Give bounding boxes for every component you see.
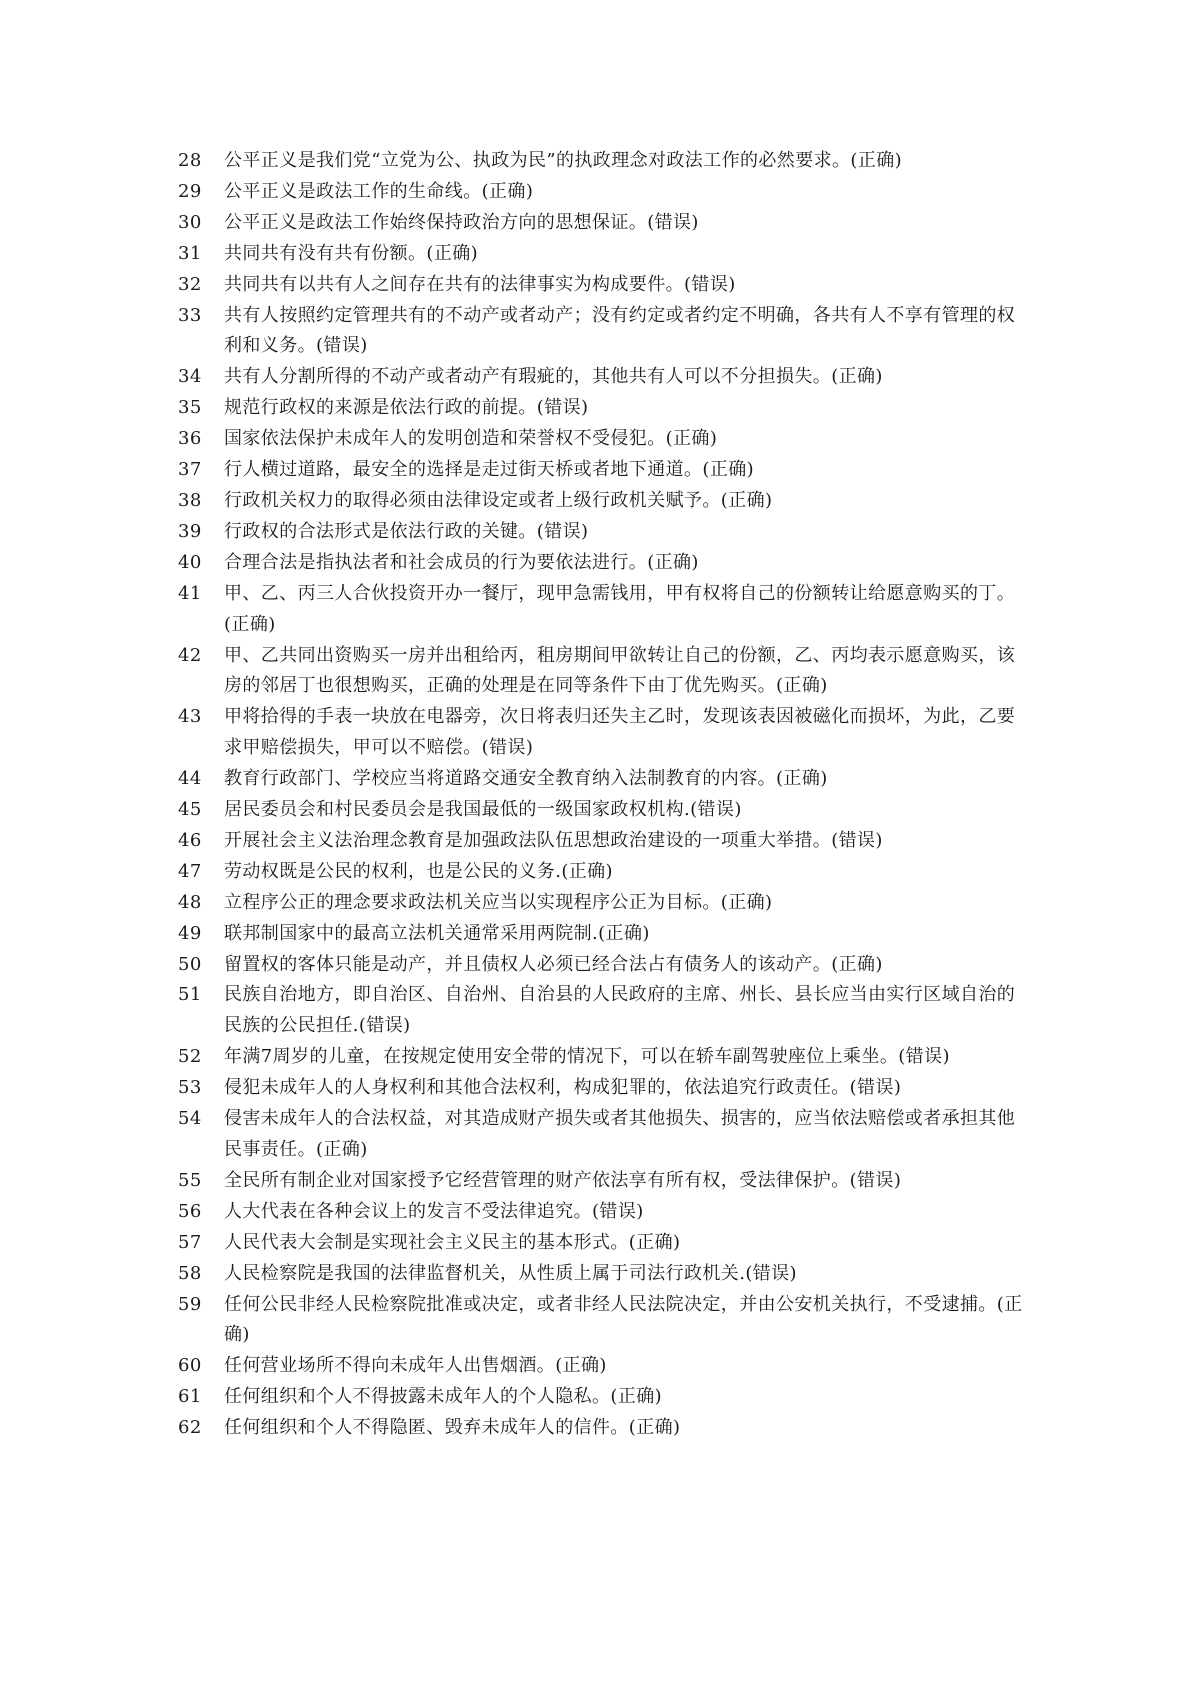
question-number: 56 — [178, 1200, 202, 1222]
question-text: 居民委员会和村民委员会是我国最低的一级国家政权机构.(错误) — [224, 799, 742, 821]
question-text: 甲、乙共同出资购买一房并出租给丙，租房期间甲欲转让自己的份额，乙、丙均表示愿意购买，该房的邻居丁也很想购买，正确的处理是在同等条件下由丁优先购买。(正确) — [224, 644, 1016, 697]
question-item — [178, 641, 1030, 703]
question-number: 30 — [178, 211, 202, 233]
question-number: 58 — [178, 1262, 202, 1284]
question-text: 公平正义是政法工作始终保持政治方向的思想保证。(错误) — [224, 211, 699, 233]
question-item — [178, 548, 1030, 579]
question-item — [178, 888, 1030, 919]
question-text: 合理合法是指执法者和社会成员的行为要依法进行。(正确) — [224, 551, 699, 573]
question-text: 共同共有以共有人之间存在共有的法律事实为构成要件。(错误) — [224, 273, 736, 295]
question-number: 34 — [178, 366, 202, 388]
question-item — [178, 1042, 1030, 1073]
question-item — [178, 826, 1030, 857]
question-number: 52 — [178, 1046, 202, 1068]
question-text: 行政权的合法形式是依法行政的关键。(错误) — [224, 520, 589, 542]
question-number: 44 — [178, 768, 202, 790]
question-text: 公平正义是我们党“立党为公、执政为民”的执政理念对政法工作的必然要求。(正确) — [224, 150, 903, 171]
question-number: 45 — [178, 799, 202, 821]
question-item — [178, 455, 1030, 486]
question-text: 共同共有没有共有份额。(正确) — [224, 242, 479, 264]
question-item — [178, 239, 1030, 270]
question-number: 61 — [178, 1386, 202, 1408]
question-number: 40 — [178, 551, 202, 573]
question-text: 任何营业场所不得向未成年人出售烟酒。(正确) — [224, 1355, 607, 1377]
question-item — [178, 1413, 1030, 1444]
question-text: 行政机关权力的取得必须由法律设定或者上级行政机关赋予。(正确) — [224, 489, 773, 511]
question-item — [178, 919, 1030, 950]
true-false-question-list — [178, 146, 1030, 1444]
question-text: 共有人按照约定管理共有的不动产或者动产；没有约定或者约定不明确，各共有人不享有管理的权利和义务。(错误) — [224, 304, 1016, 357]
question-text: 国家依法保护未成年人的发明创造和荣誉权不受侵犯。(正确) — [224, 428, 718, 450]
question-text: 公平正义是政法工作的生命线。(正确) — [224, 180, 534, 202]
question-item — [178, 702, 1030, 764]
question-item — [178, 146, 1030, 177]
question-item — [178, 1104, 1030, 1166]
question-number: 62 — [178, 1417, 202, 1439]
question-text: 共有人分割所得的不动产或者动产有瑕疵的，其他共有人可以不分担损失。(正确) — [224, 366, 883, 388]
question-number: 29 — [178, 180, 202, 202]
question-number: 32 — [178, 273, 202, 295]
question-item — [178, 1073, 1030, 1104]
question-number: 48 — [178, 891, 202, 913]
question-item — [178, 579, 1030, 641]
question-text: 开展社会主义法治理念教育是加强政法队伍思想政治建设的一项重大举措。(错误) — [224, 829, 883, 851]
question-item — [178, 301, 1030, 363]
question-number: 39 — [178, 520, 202, 542]
question-text: 留置权的客体只能是动产，并且债权人必须已经合法占有债务人的该动产。(正确) — [224, 953, 883, 975]
question-item — [178, 424, 1030, 455]
question-number: 55 — [178, 1169, 202, 1191]
question-number: 31 — [178, 242, 202, 264]
question-number: 60 — [178, 1355, 202, 1377]
question-item — [178, 980, 1030, 1042]
question-item — [178, 1382, 1030, 1413]
question-text: 甲将拾得的手表一块放在电器旁，次日将表归还失主乙时，发现该表因被磁化而损坏，为此，乙要求甲赔偿损失，甲可以不赔偿。(错误) — [224, 706, 1016, 759]
question-number: 43 — [178, 706, 202, 728]
question-text: 甲、乙、丙三人合伙投资开办一餐厅，现甲急需钱用，甲有权将自己的份额转让给愿意购买的丁。(正确) — [224, 582, 1016, 635]
question-item — [178, 177, 1030, 208]
question-text: 侵犯未成年人的人身权利和其他合法权利，构成犯罪的，依法追究行政责任。(错误) — [224, 1077, 902, 1099]
question-item — [178, 1351, 1030, 1382]
question-text: 人民检察院是我国的法律监督机关，从性质上属于司法行政机关.(错误) — [224, 1262, 797, 1284]
question-number: 59 — [178, 1293, 202, 1315]
question-text: 任何公民非经人民检察院批准或决定，或者非经人民法院决定，并由公安机关执行，不受逮捕。(正确) — [224, 1293, 1023, 1346]
question-item — [178, 486, 1030, 517]
question-number: 53 — [178, 1077, 202, 1099]
question-number: 35 — [178, 397, 202, 419]
question-text: 教育行政部门、学校应当将道路交通安全教育纳入法制教育的内容。(正确) — [224, 768, 828, 790]
question-item — [178, 857, 1030, 888]
question-text: 人大代表在各种会议上的发言不受法律追究。(错误) — [224, 1200, 644, 1222]
question-number: 51 — [178, 984, 202, 1006]
question-number: 38 — [178, 489, 202, 511]
question-text: 全民所有制企业对国家授予它经营管理的财产依法享有所有权，受法律保护。(错误) — [224, 1169, 902, 1191]
question-item — [178, 795, 1030, 826]
question-item — [178, 1166, 1030, 1197]
question-number: 54 — [178, 1108, 202, 1130]
question-text: 侵害未成年人的合法权益，对其造成财产损失或者其他损失、损害的，应当依法赔偿或者承担其他民事责任。(正确) — [224, 1108, 1016, 1160]
question-item — [178, 1259, 1030, 1290]
question-text: 规范行政权的来源是依法行政的前提。(错误) — [224, 397, 589, 419]
question-text: 年满7周岁的儿童，在按规定使用安全带的情况下，可以在轿车副驾驶座位上乘坐。(错误) — [224, 1046, 950, 1068]
question-number: 28 — [178, 150, 202, 171]
question-item — [178, 764, 1030, 795]
question-number: 33 — [178, 304, 202, 326]
question-item — [178, 393, 1030, 424]
question-text: 民族自治地方，即自治区、自治州、自治县的人民政府的主席、州长、县长应当由实行区域自治的民族的公民担任.(错误) — [224, 984, 1016, 1037]
question-item — [178, 362, 1030, 393]
question-item — [178, 208, 1030, 239]
question-text: 立程序公正的理念要求政法机关应当以实现程序公正为目标。(正确) — [224, 891, 773, 913]
question-item — [178, 1197, 1030, 1228]
question-item — [178, 1290, 1030, 1352]
question-number: 46 — [178, 829, 202, 851]
question-text: 劳动权既是公民的权利，也是公民的义务.(正确) — [224, 860, 613, 882]
question-number: 37 — [178, 459, 202, 481]
question-number: 47 — [178, 860, 202, 882]
question-item — [178, 270, 1030, 301]
question-item — [178, 1228, 1030, 1259]
question-number: 49 — [178, 922, 202, 944]
question-text: 行人横过道路，最安全的选择是走过街天桥或者地下通道。(正确) — [224, 459, 755, 481]
question-text: 任何组织和个人不得披露未成年人的个人隐私。(正确) — [224, 1386, 663, 1408]
question-item — [178, 517, 1030, 548]
question-item — [178, 950, 1030, 981]
question-number: 57 — [178, 1231, 202, 1253]
question-number: 36 — [178, 428, 202, 450]
question-text: 联邦制国家中的最高立法机关通常采用两院制.(正确) — [224, 922, 650, 944]
question-text: 任何组织和个人不得隐匿、毁弃未成年人的信件。(正确) — [224, 1417, 681, 1439]
question-number: 50 — [178, 953, 202, 975]
question-number: 41 — [178, 582, 202, 604]
question-number: 42 — [178, 644, 202, 666]
question-text: 人民代表大会制是实现社会主义民主的基本形式。(正确) — [224, 1231, 681, 1253]
